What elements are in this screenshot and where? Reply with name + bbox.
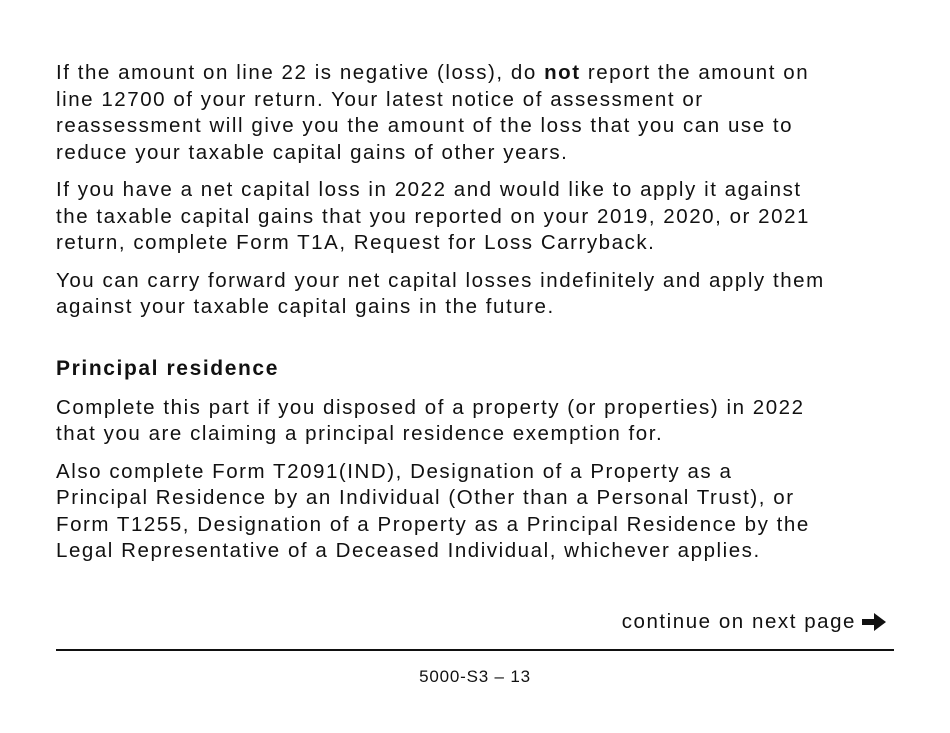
text-segment: If the amount on line 22 is negative (loss), do bbox=[56, 61, 545, 84]
emphasis-not: not bbox=[544, 61, 581, 84]
arrow-right-icon bbox=[860, 611, 888, 633]
paragraph-principal-residence-intro bbox=[56, 395, 906, 448]
page-number: 5000-S3 – 13 bbox=[419, 667, 531, 686]
section-heading-principal-residence: Principal residence bbox=[56, 356, 279, 380]
paragraph-loss-line-22 bbox=[56, 60, 906, 166]
text-line bbox=[56, 60, 906, 87]
text-line: Legal Representative of a Deceased Individual, whichever applies. bbox=[56, 539, 761, 562]
text-line: reassessment will give you the amount of the loss that you can use to bbox=[56, 114, 794, 137]
paragraph-carry-forward bbox=[56, 268, 906, 321]
paragraph-loss-carryback bbox=[56, 177, 906, 257]
text-line: the taxable capital gains that you reported on your 2019, 2020, or 2021 bbox=[56, 204, 810, 228]
text-line: Form T1255, Designation of a Property as a Principal Residence by the bbox=[56, 512, 810, 536]
continue-label: continue on next page bbox=[621, 610, 856, 633]
text-line: against your taxable capital gains in the future. bbox=[56, 295, 555, 318]
text-line: Principal Residence by an Individual (Other than a Personal Trust), or bbox=[56, 486, 795, 509]
footer-divider bbox=[56, 649, 894, 651]
text-line: line 12700 of your return. Your latest notice of assessment or bbox=[56, 87, 704, 111]
text-line: Also complete Form T2091(IND), Designation of a Property as a bbox=[56, 459, 733, 483]
page-content bbox=[56, 60, 906, 576]
text-line: that you are claiming a principal residence exemption for. bbox=[56, 422, 664, 445]
text-line: You can carry forward your net capital losses indefinitely and apply them bbox=[56, 268, 825, 292]
text-line: return, complete Form T1A, Request for Loss Carryback. bbox=[56, 231, 656, 254]
continue-on-next-page bbox=[622, 610, 888, 634]
paragraph-designation-forms bbox=[56, 459, 906, 565]
text-segment: report the amount on bbox=[580, 61, 810, 84]
text-line: If you have a net capital loss in 2022 and would like to apply it against bbox=[56, 178, 802, 201]
text-line: reduce your taxable capital gains of other years. bbox=[56, 140, 569, 164]
text-line: Complete this part if you disposed of a property (or properties) in 2022 bbox=[56, 395, 805, 419]
